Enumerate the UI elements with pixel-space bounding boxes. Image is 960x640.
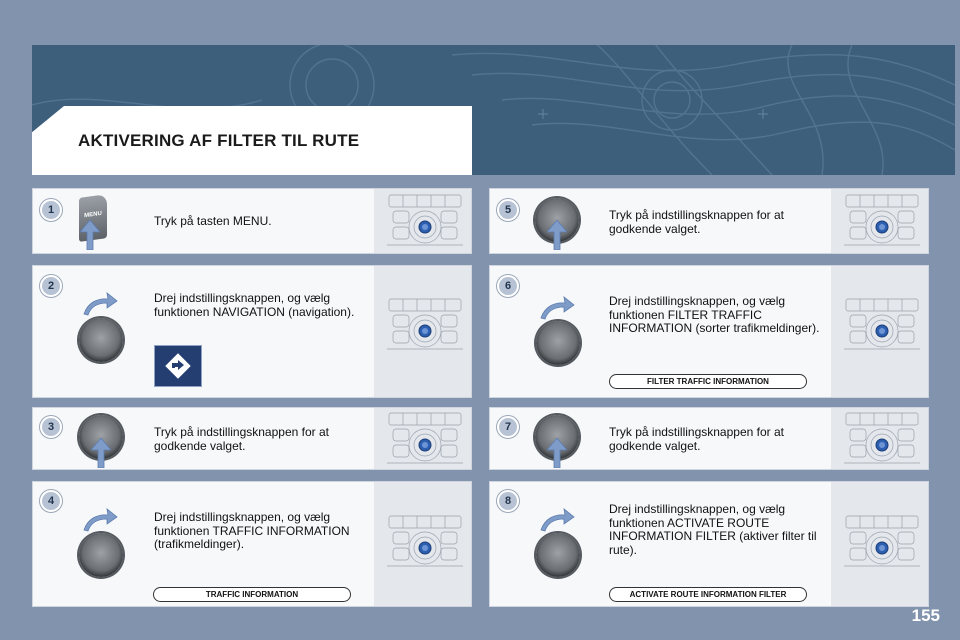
page-title: AKTIVERING AF FILTER TIL RUTE <box>78 131 360 150</box>
press-arrow-icon <box>547 220 567 250</box>
menu-label-filter-traffic-information: FILTER TRAFFIC INFORMATION <box>609 374 807 389</box>
press-arrow-icon <box>80 220 100 250</box>
step-text-6: Drej indstillingsknappen, og vælg funktionen FILTER TRAFFIC INFORMATION (sorter trafikmeldinger). <box>609 294 820 335</box>
navigation-icon <box>154 345 202 387</box>
step-text-2: Drej indstillingsknappen, og vælg funktionen NAVIGATION (navigation). <box>154 291 355 319</box>
rotary-knob-icon <box>536 533 580 577</box>
control-panel-icon <box>383 409 467 469</box>
step-number-2: 2 <box>40 275 62 297</box>
rotate-arrow-icon <box>82 508 118 532</box>
control-panel-icon <box>383 295 467 355</box>
control-panel-icon <box>840 409 924 469</box>
step-text-8: Drej indstillingsknappen, og vælg funktionen ACTIVATE ROUTE INFORMATION FILTER (aktiver filter til rute). <box>609 502 817 557</box>
step-text-7: Tryk på indstillingsknappen for at godkende valget. <box>609 425 784 453</box>
control-panel-icon <box>840 191 924 251</box>
control-panel-icon <box>840 295 924 355</box>
control-panel-icon <box>840 512 924 572</box>
step-text-4: Drej indstillingsknappen, og vælg funktionen TRAFFIC INFORMATION (trafikmeldinger). <box>154 510 350 551</box>
rotary-knob-icon <box>79 318 123 362</box>
step-number-1: 1 <box>40 199 62 221</box>
rotate-arrow-icon <box>82 292 118 316</box>
step-text-5: Tryk på indstillingsknappen for at godkende valget. <box>609 208 784 236</box>
rotate-arrow-icon <box>539 296 575 320</box>
press-arrow-icon <box>91 438 111 468</box>
step-number-6: 6 <box>497 275 519 297</box>
control-panel-icon <box>383 512 467 572</box>
step-number-8: 8 <box>497 490 519 512</box>
step-number-5: 5 <box>497 199 519 221</box>
rotary-knob-icon <box>536 321 580 365</box>
step-number-7: 7 <box>497 416 519 438</box>
control-panel-icon <box>383 191 467 251</box>
menu-label-traffic-information: TRAFFIC INFORMATION <box>153 587 351 602</box>
press-arrow-icon <box>547 438 567 468</box>
step-text-1: Tryk på tasten MENU. <box>154 214 272 228</box>
step-number-4: 4 <box>40 490 62 512</box>
menu-key-icon: MENU <box>79 194 107 242</box>
rotary-knob-icon <box>79 533 123 577</box>
rotate-arrow-icon <box>539 508 575 532</box>
step-number-3: 3 <box>40 416 62 438</box>
menu-label-activate-route-information-filter: ACTIVATE ROUTE INFORMATION FILTER <box>609 587 807 602</box>
step-text-3: Tryk på indstillingsknappen for at godkende valget. <box>154 425 329 453</box>
page-number: 155 <box>911 606 940 625</box>
